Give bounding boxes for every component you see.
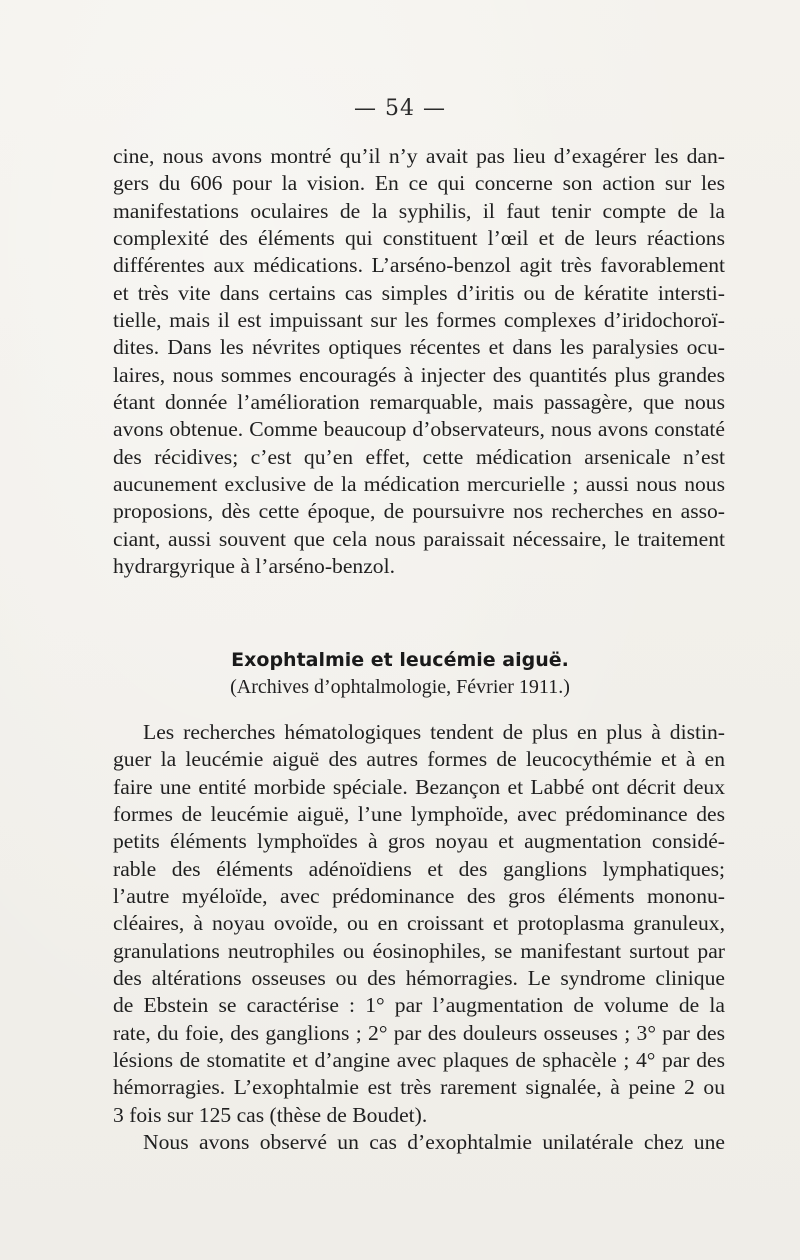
text-line: hémorragies. L’exophtalmie est très rarement signalée, à peine 2 ou bbox=[113, 1075, 725, 1100]
text-line: ciant, aussi souvent que cela nous paraissait nécessaire, le traitement bbox=[113, 526, 725, 551]
text-line: rable des éléments adénoïdiens et des ganglions lymphatiques; bbox=[113, 856, 725, 881]
text-line: Nous avons observé un cas d’exophtalmie unilatérale chez une bbox=[143, 1130, 725, 1155]
text-line: proposions, dès cette époque, de poursuivre nos recherches en asso- bbox=[113, 499, 725, 524]
text-line: manifestations oculaires de la syphilis, il faut tenir compte de la bbox=[113, 198, 725, 223]
text-line: Les recherches hématologiques tendent de plus en plus à distin- bbox=[143, 720, 725, 744]
text-line: complexité des éléments qui constituent l’œil et de leurs réactions bbox=[113, 226, 725, 251]
text-line: et très vite dans certains cas simples d’iritis ou de kératite intersti- bbox=[113, 280, 725, 305]
text-line: hydrargyrique à l’arséno-benzol. bbox=[113, 554, 396, 579]
text-line: formes de leucémie aiguë, l’une lymphoïde, avec prédominance des bbox=[113, 802, 725, 827]
text-line: de Ebstein se caractérise : 1° par l’augmentation de volume de la bbox=[113, 993, 725, 1018]
text-line: faire une entité morbide spéciale. Bezançon et Labbé ont décrit deux bbox=[113, 774, 725, 799]
text-line: petits éléments lymphoïdes à gros noyau et augmentation considé- bbox=[113, 829, 725, 854]
section-subtitle: (Archives d’ophtalmologie, Février 1911.) bbox=[230, 676, 570, 698]
text-line: dites. Dans les névrites optiques récentes et dans les paralysies ocu- bbox=[113, 335, 725, 360]
section-title: Exophtalmie et leucémie aiguë. bbox=[231, 649, 569, 671]
text-line: différentes aux médications. L’arséno-benzol agit très favorablement bbox=[113, 253, 725, 278]
text-line: l’autre myéloïde, avec prédominance des gros éléments mononu- bbox=[113, 884, 725, 909]
text-line: des récidives; c’est qu’en effet, cette médication arsenicale n’est bbox=[113, 444, 725, 469]
text-line: aucunement exclusive de la médication mercurielle ; aussi nous nous bbox=[113, 472, 725, 497]
text-line: avons obtenue. Comme beaucoup d’observateurs, nous avons constaté bbox=[113, 417, 725, 442]
text-line: cine, nous avons montré qu’il n’y avait pas lieu d’exagérer les dan- bbox=[113, 144, 725, 168]
text-line: tielle, mais il est impuissant sur les formes complexes d’iridochoroï- bbox=[113, 308, 725, 333]
page-number: — 54 — bbox=[354, 96, 446, 121]
text-line: étant donnée l’amélioration remarquable, mais passagère, que nous bbox=[113, 390, 725, 415]
text-line: guer la leucémie aiguë des autres formes de leucocythémie et à en bbox=[113, 747, 725, 772]
text-line: rate, du foie, des ganglions ; 2° par des douleurs osseuses ; 3° par des bbox=[113, 1020, 725, 1045]
text-line: des altérations osseuses ou des hémorragies. Le syndrome clinique bbox=[113, 966, 725, 991]
paragraph-hydrargyric-treatment bbox=[113, 143, 725, 581]
text-line: laires, nous sommes encouragés à injecter des quantités plus grandes bbox=[113, 362, 725, 387]
text-line: lésions de stomatite et d’angine avec plaques de sphacèle ; 4° par des bbox=[113, 1048, 725, 1073]
text-line: gers du 606 pour la vision. En ce qui concerne son action sur les bbox=[113, 171, 725, 196]
paragraph-leukemia bbox=[113, 719, 725, 1157]
text-line: cléaires, à noyau ovoïde, ou en croissant et protoplasma granuleux, bbox=[113, 911, 725, 936]
text-line: granulations neutrophiles ou éosinophiles, se manifestant surtout par bbox=[113, 938, 725, 963]
text-line: 3 fois sur 125 cas (thèse de Boudet). bbox=[113, 1102, 428, 1127]
